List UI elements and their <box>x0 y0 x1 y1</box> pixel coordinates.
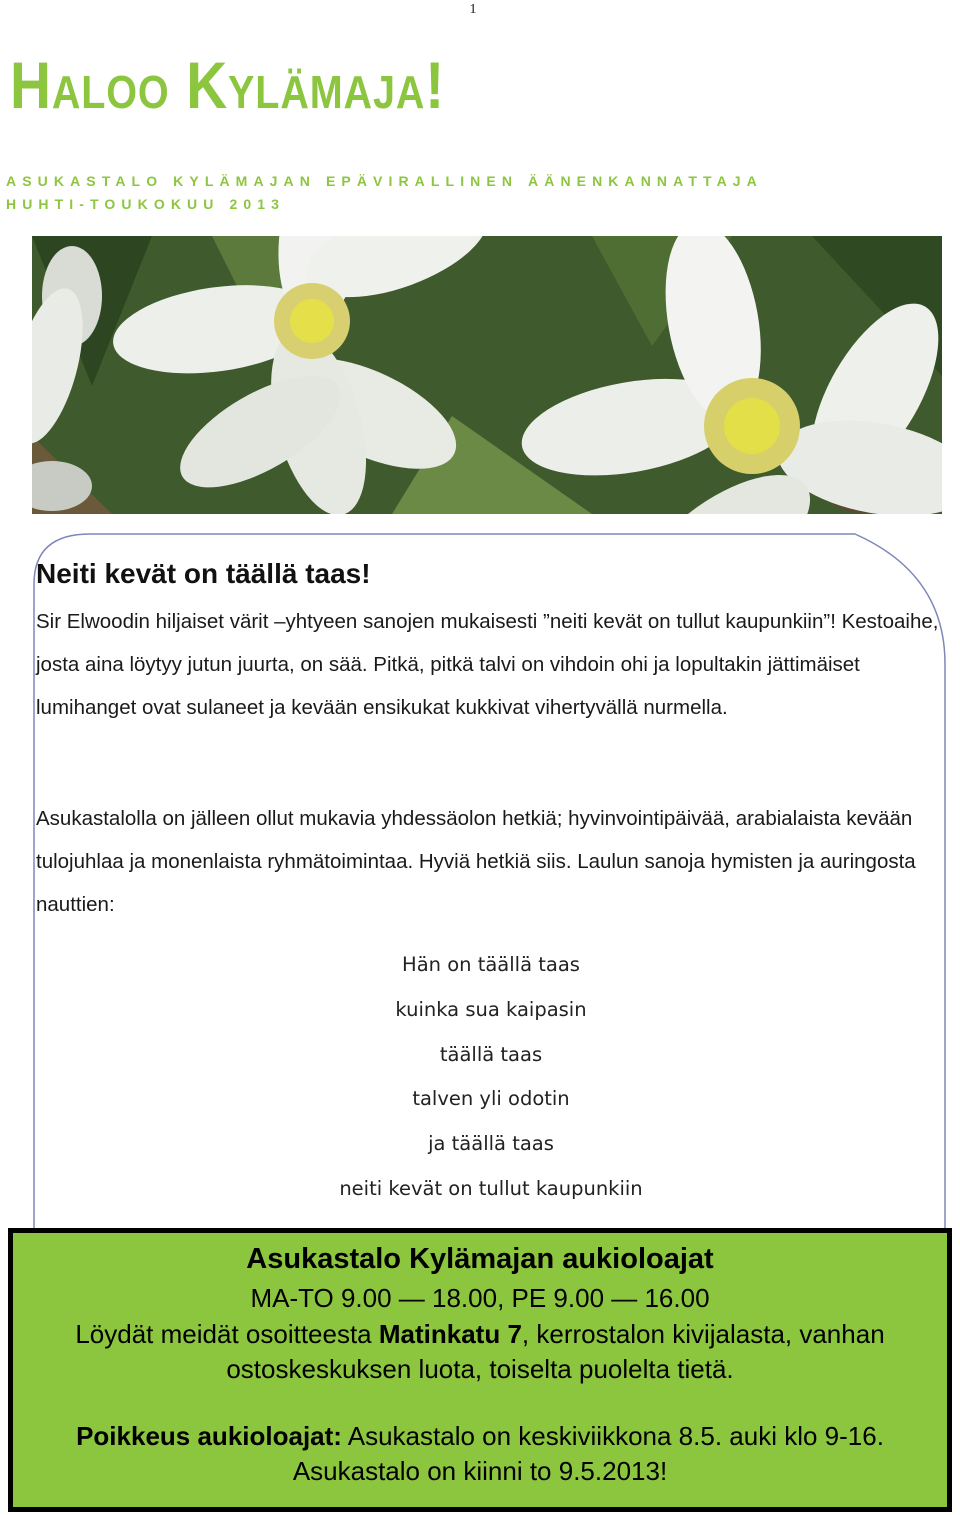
newsletter-title: Haloo Kylämaja! <box>10 48 446 122</box>
opening-hours-times: MA-TO 9.00 — 18.00, PE 9.00 — 16.00 <box>250 1283 710 1313</box>
opening-hours-box <box>8 1228 952 1512</box>
anemone-flowers-photo <box>32 236 942 514</box>
lyric-line: Hän on täällä taas <box>402 953 580 976</box>
exception-hours <box>53 1419 907 1489</box>
article-paragraph: Asukastalolla on jälleen ollut mukavia yhdessäolon hetkiä; hyvinvointipäivää, arabialaista kevään tulojuhlaa ja monenlaista ryhmätoimintaa. Hyviä hetkiä siis. Laulun sanoja hymisten ja auringosta nauttien: <box>36 807 916 916</box>
exception-text: Asukastalo on keskiviikkona 8.5. auki klo 9-16. Asukastalo on kiinni to 9.5.2013! <box>292 1421 884 1486</box>
exception-label: Poikkeus aukioloajat: <box>76 1421 342 1451</box>
page-number: 1 <box>469 2 477 17</box>
address-suffix: , kerrostalon kivijalasta, vanhan ostoskeskuksen luota, toiselta puolelta tietä. <box>226 1319 885 1384</box>
lyric-line: neiti kevät on tullut kaupunkiin <box>339 1176 643 1200</box>
article-heading: Neiti kevät on täällä taas! <box>36 558 371 589</box>
lyric-line: täällä taas <box>439 1042 543 1066</box>
address-text <box>33 1317 927 1387</box>
address-prefix: Löydät meidät osoitteesta <box>75 1319 379 1349</box>
newsletter-subtitle: ASUKASTALO KYLÄMAJAN EPÄVIRALLINEN ÄÄNENKANNATTAJA <box>6 173 763 189</box>
lyric-line: kuinka sua kaipasin <box>395 997 587 1021</box>
lyric-line: ja täällä taas <box>428 1132 554 1156</box>
opening-hours-title: Asukastalo Kylämajan aukioloajat <box>246 1243 714 1275</box>
issue-date: HUHTI-TOUKOKUU 2013 <box>6 196 285 212</box>
lyric-line: talven yli odotin <box>412 1087 570 1111</box>
song-lyrics <box>36 947 946 1216</box>
street-address: Matinkatu 7 <box>378 1319 522 1349</box>
article-paragraph: Sir Elwoodin hiljaiset värit –yhtyeen sanojen mukaisesti ”neiti kevät on tullut kaupunkiin”! Kestoaihe, josta aina löytyy jutun juurta, on sää. Pitkä, pitkä talvi on vihdoin ohi ja lopultakin jättimäiset lumihanget ovat sulaneet ja kevään ensikukat kukkivat vihertyvällä nurmella. <box>36 610 939 719</box>
